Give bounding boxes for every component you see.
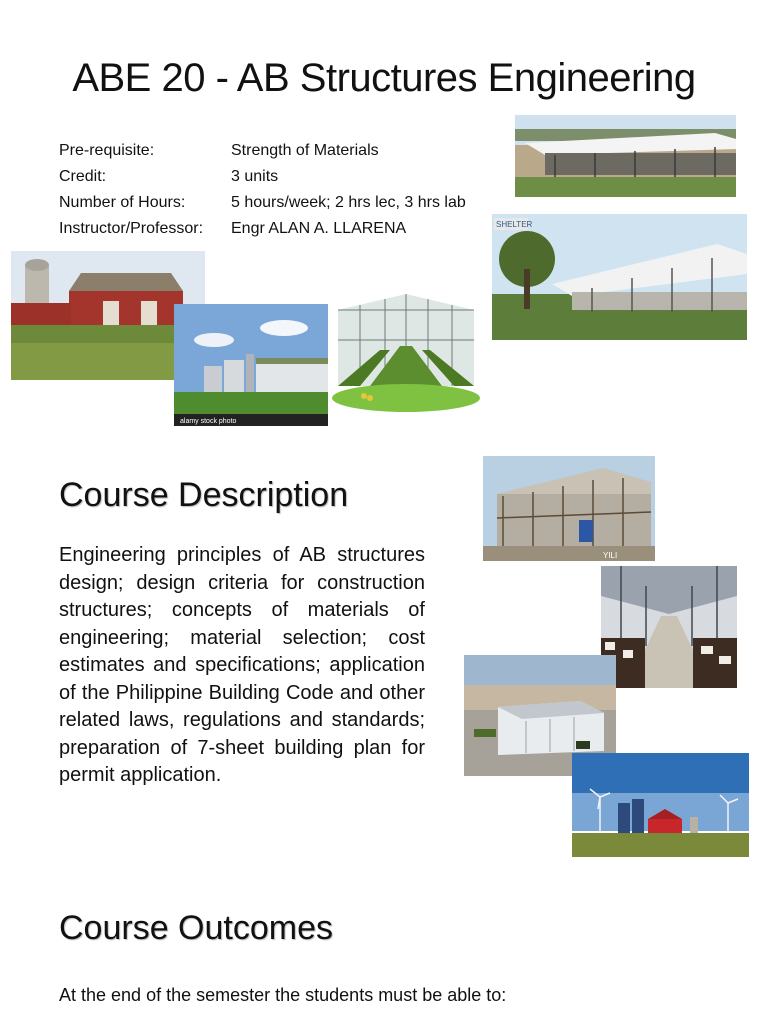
photo-greenhouse xyxy=(330,290,482,416)
info-row-hours xyxy=(59,190,466,216)
shelter-logo-text: SHELTER xyxy=(496,220,533,229)
course-description-heading: Course Description xyxy=(59,476,349,514)
info-label: Number of Hours: xyxy=(59,194,186,211)
course-info xyxy=(59,138,466,242)
info-label: Instructor/Professor: xyxy=(59,220,204,237)
course-outcomes-heading: Course Outcomes xyxy=(59,909,333,947)
info-value: Strength of Materials xyxy=(231,142,379,159)
photo-farm-wind-turbines xyxy=(572,753,749,857)
page-title: ABE 20 - AB Structures Engineering xyxy=(72,56,696,100)
info-label: Pre-requisite: xyxy=(59,142,155,159)
photo-grain-silos xyxy=(174,304,328,426)
info-value: Engr ALAN A. LLARENA xyxy=(231,220,407,237)
photo-construction-site xyxy=(483,456,655,561)
info-label: Credit: xyxy=(59,168,107,185)
info-row-instructor xyxy=(59,216,466,242)
info-value: 5 hours/week; 2 hrs lec, 3 hrs lab xyxy=(231,194,466,211)
stock-watermark-text: alamy stock photo xyxy=(180,418,237,425)
photo-dairy-barn-interior xyxy=(601,566,737,688)
photo-shelter-structure xyxy=(492,214,747,340)
yili-logo-text: YILI xyxy=(603,551,618,560)
course-description-text: Engineering principles of AB structures design; design criteria for construction structures; concepts of materials of engineering; material selection; cost estimates and specifications; application of the Philippine Building Code and other related laws, regulations and standards; preparation of 7-sheet building plan for permit application. xyxy=(59,544,425,786)
info-value: 3 units xyxy=(231,168,279,185)
info-row-prerequisite xyxy=(59,138,466,164)
info-row-credit xyxy=(59,164,466,190)
photo-livestock-shed xyxy=(515,115,736,197)
course-outcomes-intro: At the end of the semester the students must be able to: xyxy=(59,985,507,1005)
